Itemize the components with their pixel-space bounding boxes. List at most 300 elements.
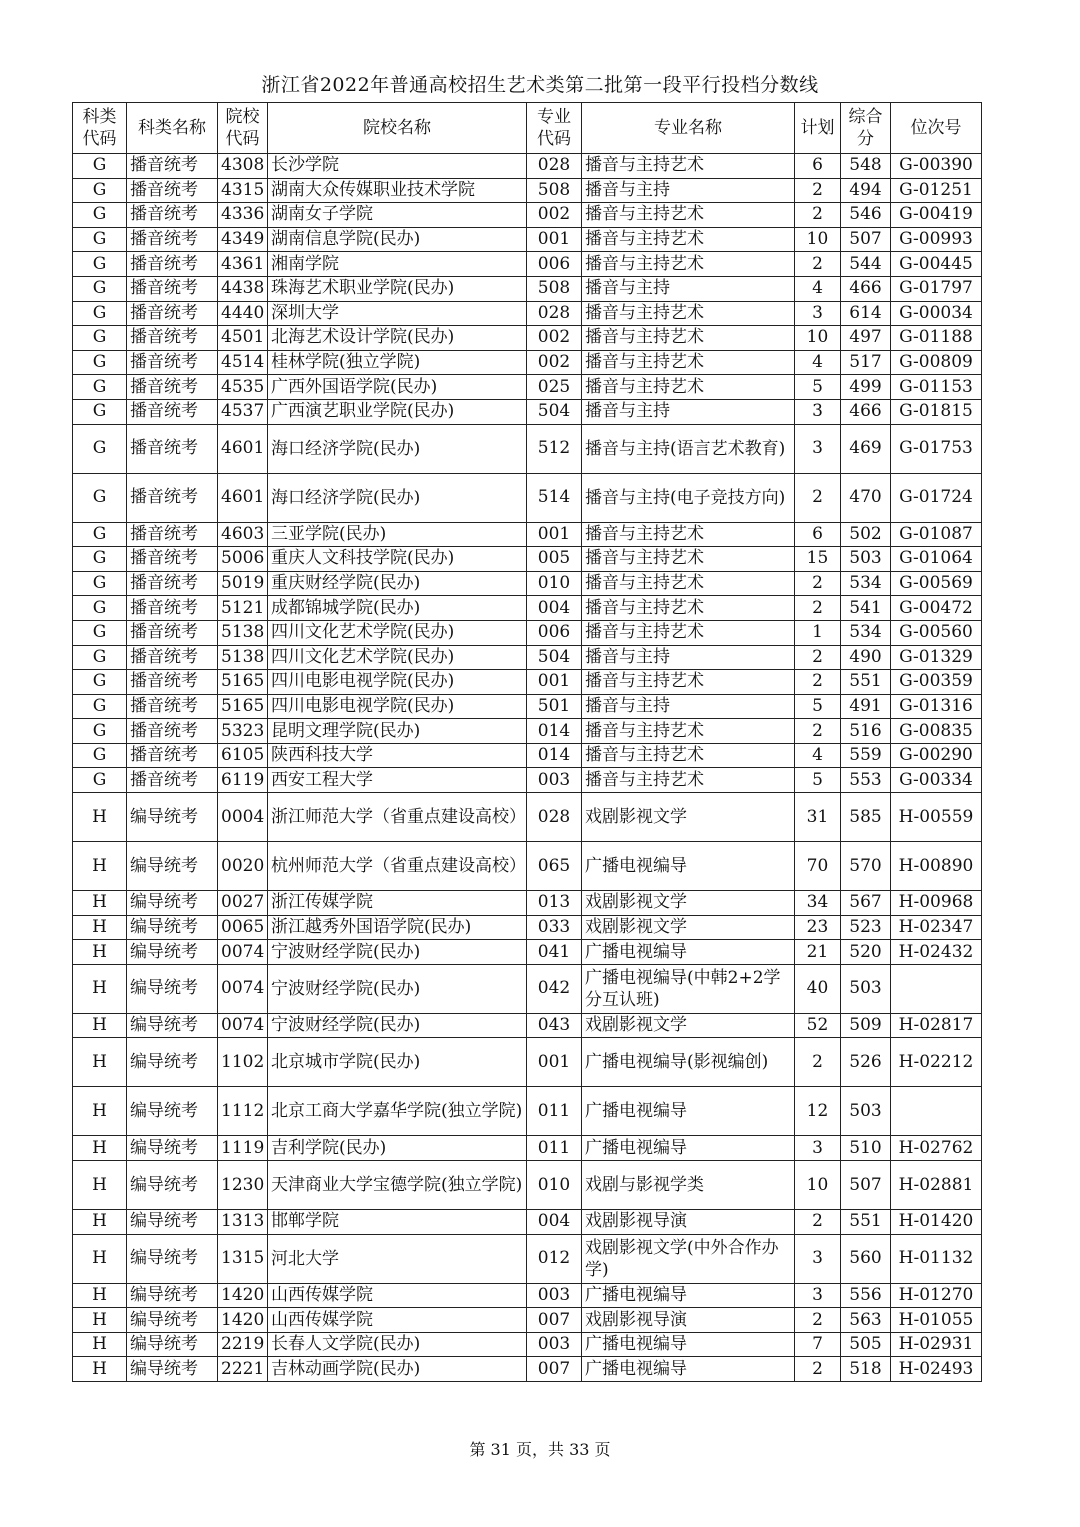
- cell-rank: G-00569: [891, 571, 982, 596]
- cell-plan: 40: [795, 964, 841, 1013]
- cell-major-name: 播音与主持艺术: [582, 375, 795, 400]
- cell-category-name: 编导统考: [127, 1234, 218, 1283]
- table-row: [73, 964, 982, 1013]
- cell-category-name: 编导统考: [127, 1332, 218, 1357]
- cell-school-name: 宁波财经学院(民办): [268, 964, 527, 1013]
- cell-category-code: H: [73, 915, 127, 940]
- cell-school-name: 湘南学院: [268, 252, 527, 277]
- cell-school-code: 4440: [218, 301, 268, 326]
- cell-major-name: 播音与主持艺术: [582, 719, 795, 744]
- cell-score: 510: [841, 1136, 891, 1161]
- cell-category-name: 播音统考: [127, 399, 218, 424]
- cell-plan: 12: [795, 1087, 841, 1136]
- cell-score: 546: [841, 203, 891, 228]
- cell-plan: 4: [795, 276, 841, 301]
- cell-major-name: 广播电视编导: [582, 940, 795, 965]
- cell-rank: H-01055: [891, 1308, 982, 1333]
- cell-rank: G-01815: [891, 399, 982, 424]
- cell-category-code: H: [73, 1136, 127, 1161]
- table-row: [73, 842, 982, 891]
- cell-rank: H-00968: [891, 891, 982, 916]
- cell-category-code: H: [73, 1308, 127, 1333]
- cell-category-code: G: [73, 178, 127, 203]
- cell-major-code: 512: [527, 424, 582, 473]
- cell-category-code: G: [73, 326, 127, 351]
- cell-category-code: H: [73, 1161, 127, 1210]
- cell-school-name: 珠海艺术职业学院(民办): [268, 276, 527, 301]
- cell-category-code: G: [73, 620, 127, 645]
- cell-score: 518: [841, 1357, 891, 1382]
- cell-category-name: 编导统考: [127, 1283, 218, 1308]
- cell-category-code: G: [73, 154, 127, 179]
- cell-category-name: 播音统考: [127, 547, 218, 572]
- cell-category-code: H: [73, 940, 127, 965]
- cell-major-code: 007: [527, 1308, 582, 1333]
- cell-major-code: 011: [527, 1136, 582, 1161]
- table-row: [73, 473, 982, 522]
- cell-major-name: 戏剧影视文学: [582, 793, 795, 842]
- table-row: [73, 1038, 982, 1087]
- cell-rank: G-01797: [891, 276, 982, 301]
- cell-category-code: H: [73, 1087, 127, 1136]
- cell-major-name: 播音与主持: [582, 276, 795, 301]
- cell-category-code: G: [73, 473, 127, 522]
- table-row: [73, 227, 982, 252]
- cell-major-name: 广播电视编导: [582, 842, 795, 891]
- cell-school-code: 1313: [218, 1210, 268, 1235]
- table-row: [73, 793, 982, 842]
- cell-plan: 2: [795, 178, 841, 203]
- cell-category-name: 编导统考: [127, 964, 218, 1013]
- cell-major-code: 043: [527, 1013, 582, 1038]
- cell-school-name: 深圳大学: [268, 301, 527, 326]
- cell-school-name: 重庆财经学院(民办): [268, 571, 527, 596]
- cell-category-name: 播音统考: [127, 276, 218, 301]
- cell-major-name: 播音与主持艺术: [582, 670, 795, 695]
- cell-category-code: G: [73, 375, 127, 400]
- cell-rank: [891, 1087, 982, 1136]
- cell-plan: 3: [795, 301, 841, 326]
- cell-school-code: 6105: [218, 743, 268, 768]
- cell-plan: 34: [795, 891, 841, 916]
- cell-major-code: 006: [527, 620, 582, 645]
- cell-school-code: 6119: [218, 768, 268, 793]
- cell-major-code: 514: [527, 473, 582, 522]
- cell-major-code: 028: [527, 793, 582, 842]
- cell-school-name: 湖南大众传媒职业技术学院: [268, 178, 527, 203]
- cell-school-code: 1112: [218, 1087, 268, 1136]
- cell-school-code: 0065: [218, 915, 268, 940]
- cell-school-name: 杭州师范大学（省重点建设高校）: [268, 842, 527, 891]
- table-row: [73, 596, 982, 621]
- cell-category-code: G: [73, 301, 127, 326]
- cell-category-code: G: [73, 227, 127, 252]
- cell-score: 517: [841, 350, 891, 375]
- cell-major-name: 播音与主持艺术: [582, 227, 795, 252]
- header-plan: 计划: [795, 103, 841, 154]
- cell-rank: G-01329: [891, 645, 982, 670]
- cell-plan: 2: [795, 203, 841, 228]
- cell-score: 551: [841, 670, 891, 695]
- cell-school-name: 四川文化艺术学院(民办): [268, 645, 527, 670]
- cell-school-name: 四川文化艺术学院(民办): [268, 620, 527, 645]
- cell-rank: H-01420: [891, 1210, 982, 1235]
- table-row: [73, 645, 982, 670]
- cell-category-code: H: [73, 1332, 127, 1357]
- header-category-code: 科类代码: [73, 103, 127, 154]
- cell-category-code: H: [73, 1038, 127, 1087]
- cell-school-name: 湖南信息学院(民办): [268, 227, 527, 252]
- cell-major-code: 001: [527, 227, 582, 252]
- cell-category-name: 播音统考: [127, 719, 218, 744]
- cell-plan: 2: [795, 1308, 841, 1333]
- cell-rank: G-00445: [891, 252, 982, 277]
- cell-school-name: 长春人文学院(民办): [268, 1332, 527, 1357]
- cell-school-code: 1102: [218, 1038, 268, 1087]
- cell-school-name: 四川电影电视学院(民办): [268, 694, 527, 719]
- cell-major-name: 播音与主持艺术: [582, 301, 795, 326]
- cell-plan: 10: [795, 227, 841, 252]
- cell-major-name: 播音与主持艺术: [582, 743, 795, 768]
- cell-major-code: 001: [527, 1038, 582, 1087]
- cell-plan: 10: [795, 1161, 841, 1210]
- score-table: [72, 102, 982, 1382]
- cell-school-name: 浙江师范大学（省重点建设高校）: [268, 793, 527, 842]
- cell-category-code: G: [73, 203, 127, 228]
- cell-category-code: G: [73, 596, 127, 621]
- cell-category-code: H: [73, 793, 127, 842]
- cell-score: 526: [841, 1038, 891, 1087]
- cell-school-name: 浙江越秀外国语学院(民办): [268, 915, 527, 940]
- cell-plan: 7: [795, 1332, 841, 1357]
- cell-category-code: G: [73, 399, 127, 424]
- cell-rank: H-02817: [891, 1013, 982, 1038]
- cell-score: 507: [841, 227, 891, 252]
- cell-school-code: 0074: [218, 940, 268, 965]
- cell-major-code: 006: [527, 252, 582, 277]
- table-row: [73, 252, 982, 277]
- cell-school-code: 4308: [218, 154, 268, 179]
- cell-school-code: 4501: [218, 326, 268, 351]
- cell-category-name: 播音统考: [127, 694, 218, 719]
- cell-school-name: 吉林动画学院(民办): [268, 1357, 527, 1382]
- cell-score: 559: [841, 743, 891, 768]
- cell-score: 490: [841, 645, 891, 670]
- cell-plan: 3: [795, 1136, 841, 1161]
- cell-rank: G-00993: [891, 227, 982, 252]
- cell-score: 560: [841, 1234, 891, 1283]
- cell-school-code: 5019: [218, 571, 268, 596]
- cell-school-name: 桂林学院(独立学院): [268, 350, 527, 375]
- cell-school-name: 四川电影电视学院(民办): [268, 670, 527, 695]
- cell-major-code: 011: [527, 1087, 582, 1136]
- cell-rank: G-01188: [891, 326, 982, 351]
- cell-school-name: 广西演艺职业学院(民办): [268, 399, 527, 424]
- cell-rank: H-02881: [891, 1161, 982, 1210]
- table-row: [73, 547, 982, 572]
- cell-plan: 2: [795, 1038, 841, 1087]
- cell-major-code: 014: [527, 743, 582, 768]
- cell-rank: G-01753: [891, 424, 982, 473]
- cell-rank: G-01153: [891, 375, 982, 400]
- cell-category-code: H: [73, 1234, 127, 1283]
- cell-category-name: 播音统考: [127, 227, 218, 252]
- cell-major-name: 戏剧影视文学: [582, 891, 795, 916]
- cell-score: 497: [841, 326, 891, 351]
- cell-major-code: 004: [527, 1210, 582, 1235]
- cell-rank: G-00835: [891, 719, 982, 744]
- cell-major-code: 002: [527, 350, 582, 375]
- cell-category-code: G: [73, 522, 127, 547]
- cell-school-code: 1315: [218, 1234, 268, 1283]
- page-footer: [0, 1437, 1080, 1460]
- cell-major-code: 504: [527, 645, 582, 670]
- cell-category-code: G: [73, 670, 127, 695]
- cell-school-code: 1420: [218, 1308, 268, 1333]
- cell-category-name: 播音统考: [127, 252, 218, 277]
- cell-major-name: 广播电视编导(影视编创): [582, 1038, 795, 1087]
- table-row: [73, 424, 982, 473]
- cell-score: 470: [841, 473, 891, 522]
- cell-plan: 2: [795, 1210, 841, 1235]
- cell-category-code: H: [73, 1283, 127, 1308]
- page-title: 浙江省2022年普通高校招生艺术类第二批第一段平行投档分数线: [261, 74, 819, 96]
- table-row: [73, 1210, 982, 1235]
- cell-plan: 31: [795, 793, 841, 842]
- cell-school-code: 5121: [218, 596, 268, 621]
- cell-category-code: G: [73, 768, 127, 793]
- cell-major-name: 广播电视编导(中韩2+2学分互认班): [582, 964, 795, 1013]
- cell-category-name: 编导统考: [127, 842, 218, 891]
- cell-score: 507: [841, 1161, 891, 1210]
- cell-major-code: 002: [527, 326, 582, 351]
- cell-major-code: 028: [527, 154, 582, 179]
- table-row: [73, 399, 982, 424]
- table-row: [73, 326, 982, 351]
- cell-major-code: 042: [527, 964, 582, 1013]
- cell-school-code: 4514: [218, 350, 268, 375]
- cell-score: 534: [841, 620, 891, 645]
- cell-category-name: 编导统考: [127, 1013, 218, 1038]
- cell-category-name: 播音统考: [127, 473, 218, 522]
- cell-school-code: 0074: [218, 1013, 268, 1038]
- cell-school-code: 4603: [218, 522, 268, 547]
- cell-major-name: 广播电视编导: [582, 1283, 795, 1308]
- cell-school-name: 宁波财经学院(民办): [268, 940, 527, 965]
- cell-major-name: 戏剧影视文学: [582, 915, 795, 940]
- cell-major-code: 508: [527, 178, 582, 203]
- table-row: [73, 1013, 982, 1038]
- cell-plan: 2: [795, 1357, 841, 1382]
- page-number-label: 第 31 页，共 33 页: [469, 1440, 611, 1459]
- cell-major-name: 戏剧影视导演: [582, 1308, 795, 1333]
- cell-plan: 2: [795, 719, 841, 744]
- cell-major-name: 戏剧影视导演: [582, 1210, 795, 1235]
- cell-plan: 2: [795, 473, 841, 522]
- cell-school-name: 山西传媒学院: [268, 1308, 527, 1333]
- cell-category-code: H: [73, 891, 127, 916]
- header-school-code: 院校代码: [218, 103, 268, 154]
- cell-major-name: 播音与主持艺术: [582, 620, 795, 645]
- cell-school-code: 2221: [218, 1357, 268, 1382]
- cell-major-name: 播音与主持艺术: [582, 326, 795, 351]
- header-category-name: 科类名称: [127, 103, 218, 154]
- cell-school-name: 北京工商大学嘉华学院(独立学院): [268, 1087, 527, 1136]
- cell-category-name: 播音统考: [127, 522, 218, 547]
- cell-school-name: 宁波财经学院(民办): [268, 1013, 527, 1038]
- cell-school-code: 4601: [218, 424, 268, 473]
- cell-category-name: 播音统考: [127, 178, 218, 203]
- cell-major-code: 003: [527, 768, 582, 793]
- cell-score: 523: [841, 915, 891, 940]
- cell-plan: 2: [795, 252, 841, 277]
- cell-rank: G-01724: [891, 473, 982, 522]
- cell-rank: G-00334: [891, 768, 982, 793]
- table-row: [73, 350, 982, 375]
- table-row: [73, 1357, 982, 1382]
- table-row: [73, 670, 982, 695]
- cell-major-name: 播音与主持艺术: [582, 596, 795, 621]
- cell-plan: 4: [795, 350, 841, 375]
- cell-rank: G-00390: [891, 154, 982, 179]
- cell-category-name: 播音统考: [127, 768, 218, 793]
- cell-major-code: 025: [527, 375, 582, 400]
- cell-plan: 3: [795, 1283, 841, 1308]
- cell-category-name: 编导统考: [127, 1136, 218, 1161]
- cell-score: 502: [841, 522, 891, 547]
- cell-school-code: 4535: [218, 375, 268, 400]
- cell-category-name: 播音统考: [127, 670, 218, 695]
- cell-major-code: 033: [527, 915, 582, 940]
- cell-major-code: 504: [527, 399, 582, 424]
- cell-school-name: 重庆人文科技学院(民办): [268, 547, 527, 572]
- cell-school-code: 4349: [218, 227, 268, 252]
- cell-score: 503: [841, 964, 891, 1013]
- cell-major-name: 播音与主持艺术: [582, 203, 795, 228]
- cell-school-name: 邯郸学院: [268, 1210, 527, 1235]
- cell-category-name: 编导统考: [127, 1210, 218, 1235]
- table-row: [73, 276, 982, 301]
- cell-school-code: 2219: [218, 1332, 268, 1357]
- cell-category-code: H: [73, 1210, 127, 1235]
- cell-major-name: 戏剧影视文学: [582, 1013, 795, 1038]
- cell-school-name: 陕西科技大学: [268, 743, 527, 768]
- cell-rank: G-00472: [891, 596, 982, 621]
- header-school-name: 院校名称: [268, 103, 527, 154]
- cell-school-code: 4601: [218, 473, 268, 522]
- cell-plan: 2: [795, 596, 841, 621]
- cell-category-name: 编导统考: [127, 793, 218, 842]
- cell-category-code: H: [73, 1013, 127, 1038]
- table-row: [73, 375, 982, 400]
- cell-major-code: 041: [527, 940, 582, 965]
- cell-category-code: G: [73, 276, 127, 301]
- cell-rank: G-00809: [891, 350, 982, 375]
- cell-category-name: 播音统考: [127, 571, 218, 596]
- cell-major-code: 007: [527, 1357, 582, 1382]
- cell-plan: 2: [795, 670, 841, 695]
- cell-major-code: 001: [527, 670, 582, 695]
- cell-rank: H-01270: [891, 1283, 982, 1308]
- table-header-row: [73, 103, 982, 154]
- cell-category-code: H: [73, 842, 127, 891]
- cell-school-code: 0004: [218, 793, 268, 842]
- cell-score: 614: [841, 301, 891, 326]
- cell-plan: 2: [795, 571, 841, 596]
- cell-major-name: 播音与主持(语言艺术教育): [582, 424, 795, 473]
- cell-school-name: 浙江传媒学院: [268, 891, 527, 916]
- cell-major-code: 010: [527, 571, 582, 596]
- cell-score: 551: [841, 1210, 891, 1235]
- cell-school-name: 昆明文理学院(民办): [268, 719, 527, 744]
- cell-category-name: 编导统考: [127, 1087, 218, 1136]
- cell-score: 499: [841, 375, 891, 400]
- cell-school-name: 三亚学院(民办): [268, 522, 527, 547]
- table-row: [73, 1283, 982, 1308]
- cell-major-code: 001: [527, 522, 582, 547]
- cell-major-name: 播音与主持: [582, 694, 795, 719]
- table-row: [73, 1308, 982, 1333]
- cell-plan: 3: [795, 399, 841, 424]
- table-row: [73, 620, 982, 645]
- cell-category-name: 播音统考: [127, 375, 218, 400]
- cell-rank: H-02762: [891, 1136, 982, 1161]
- cell-plan: 3: [795, 1234, 841, 1283]
- table-row: [73, 768, 982, 793]
- cell-major-name: 播音与主持: [582, 399, 795, 424]
- table-row: [73, 1087, 982, 1136]
- cell-score: 548: [841, 154, 891, 179]
- cell-school-code: 0020: [218, 842, 268, 891]
- cell-category-name: 编导统考: [127, 915, 218, 940]
- cell-school-code: 0074: [218, 964, 268, 1013]
- cell-category-code: G: [73, 547, 127, 572]
- cell-school-code: 5138: [218, 645, 268, 670]
- cell-school-name: 北京城市学院(民办): [268, 1038, 527, 1087]
- cell-category-code: H: [73, 964, 127, 1013]
- cell-rank: G-01087: [891, 522, 982, 547]
- cell-major-name: 播音与主持艺术: [582, 768, 795, 793]
- cell-score: 509: [841, 1013, 891, 1038]
- cell-score: 494: [841, 178, 891, 203]
- cell-score: 541: [841, 596, 891, 621]
- cell-category-name: 播音统考: [127, 620, 218, 645]
- cell-category-code: G: [73, 350, 127, 375]
- cell-school-name: 吉利学院(民办): [268, 1136, 527, 1161]
- cell-major-code: 010: [527, 1161, 582, 1210]
- table-row: [73, 522, 982, 547]
- cell-rank: H-02347: [891, 915, 982, 940]
- cell-major-code: 002: [527, 203, 582, 228]
- cell-plan: 15: [795, 547, 841, 572]
- cell-category-name: 编导统考: [127, 940, 218, 965]
- cell-major-code: 501: [527, 694, 582, 719]
- cell-category-code: G: [73, 424, 127, 473]
- cell-school-code: 1119: [218, 1136, 268, 1161]
- cell-category-code: G: [73, 743, 127, 768]
- cell-major-code: 012: [527, 1234, 582, 1283]
- cell-plan: 21: [795, 940, 841, 965]
- cell-category-code: G: [73, 645, 127, 670]
- cell-major-code: 004: [527, 596, 582, 621]
- cell-category-code: G: [73, 719, 127, 744]
- cell-rank: H-02212: [891, 1038, 982, 1087]
- table-row: [73, 178, 982, 203]
- cell-category-name: 播音统考: [127, 203, 218, 228]
- cell-score: 570: [841, 842, 891, 891]
- cell-category-name: 编导统考: [127, 1038, 218, 1087]
- cell-major-code: 003: [527, 1283, 582, 1308]
